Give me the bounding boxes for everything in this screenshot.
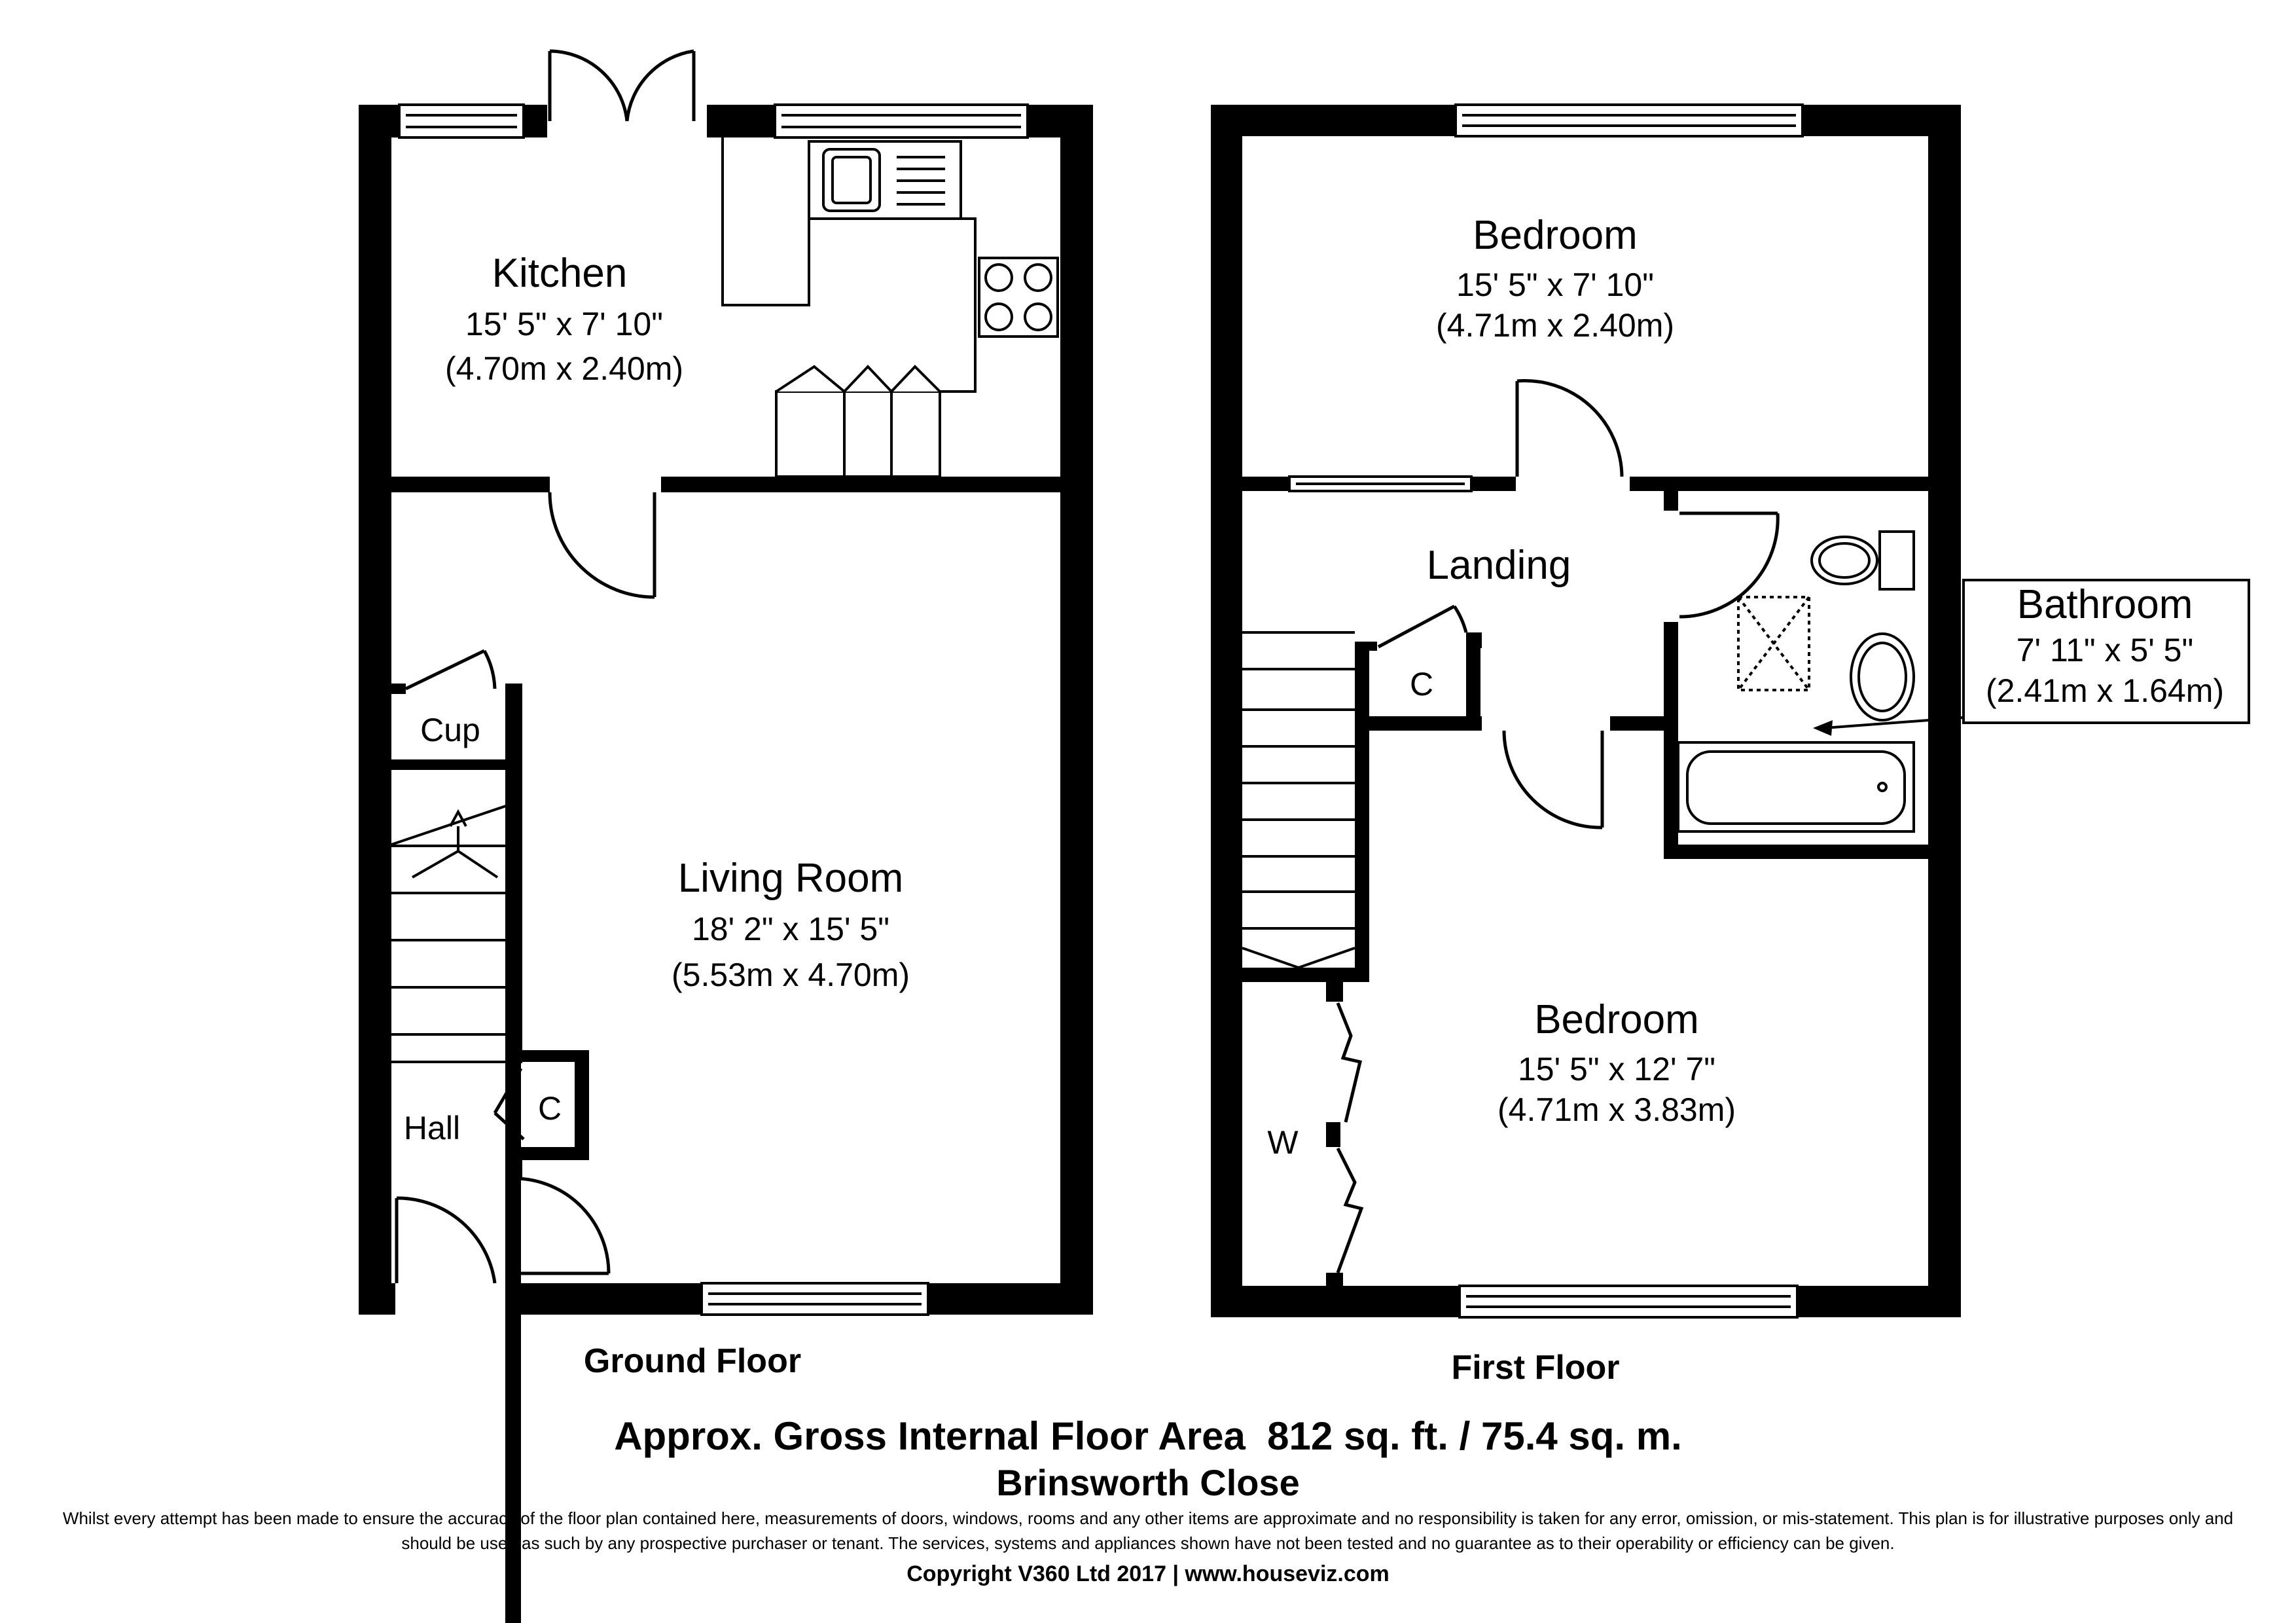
bedroom-front-imperial: 15' 5" x 12' 7" [1517,1051,1716,1087]
bedroom-front-metric: (4.71m x 3.83m) [1497,1091,1736,1128]
living-room-imperial: 18' 2" x 15' 5" [691,911,890,947]
kitchen-name: Kitchen [492,251,628,296]
bedroom-rear-name: Bedroom [1473,213,1638,258]
kitchen-imperial: 15' 5" x 7' 10" [465,306,664,342]
living-room-metric: (5.53m x 4.70m) [671,957,910,993]
bathroom-name: Bathroom [2017,582,2193,627]
first-floor-plan [1211,105,2249,1387]
copyright-text: Copyright V360 Ltd 2017 | www.houseviz.com [906,1561,1390,1586]
bedroom-rear-metric: (4.71m x 2.40m) [1435,307,1675,344]
wardrobe-label: W [1267,1124,1299,1161]
hall-label: Hall [403,1110,461,1146]
bathroom-imperial: 7' 11" x 5' 5" [2016,632,2194,668]
disclaimer-text: Whilst every attempt has been made to ensure the accuracy of the floor plan contained here, measurements of doors, windows, rooms and any other items are approximate and no responsibility is taken for any error, omission, or mis-statement. This plan is for illustrative purposes only and should be used as such by any prospective purchaser or tenant. The services, systems and appliances shown have not been tested and no guarantee as to their operability or efficiency can be given. [62,1508,2234,1553]
first-floor-stairs [1242,632,1355,968]
ground-floor-stairs [391,805,508,1062]
bathroom-metric: (2.41m x 1.64m) [1985,672,2225,709]
cupboard-label: Cup [420,712,480,748]
first-floor-label: First Floor [1451,1349,1620,1387]
first-floor-closet-label: C [1409,666,1434,702]
address-text: Brinsworth Close [996,1462,1300,1503]
bedroom-front-name: Bedroom [1534,997,1699,1042]
ground-floor-label: Ground Floor [583,1342,802,1380]
gross-area-text: Approx. Gross Internal Floor Area 812 sq. ft. / 75.4 sq. m. [614,1414,1682,1458]
ground-floor-plan [359,51,1093,1623]
bathroom-fittings [1678,532,1914,831]
closet-label: C [537,1090,562,1127]
kitchen-metric: (4.70m x 2.40m) [444,350,684,387]
bedroom-rear-imperial: 15' 5" x 7' 10" [1456,266,1655,303]
living-room-name: Living Room [677,856,904,901]
landing-label: Landing [1426,543,1571,588]
kitchen-fittings [723,137,1058,477]
